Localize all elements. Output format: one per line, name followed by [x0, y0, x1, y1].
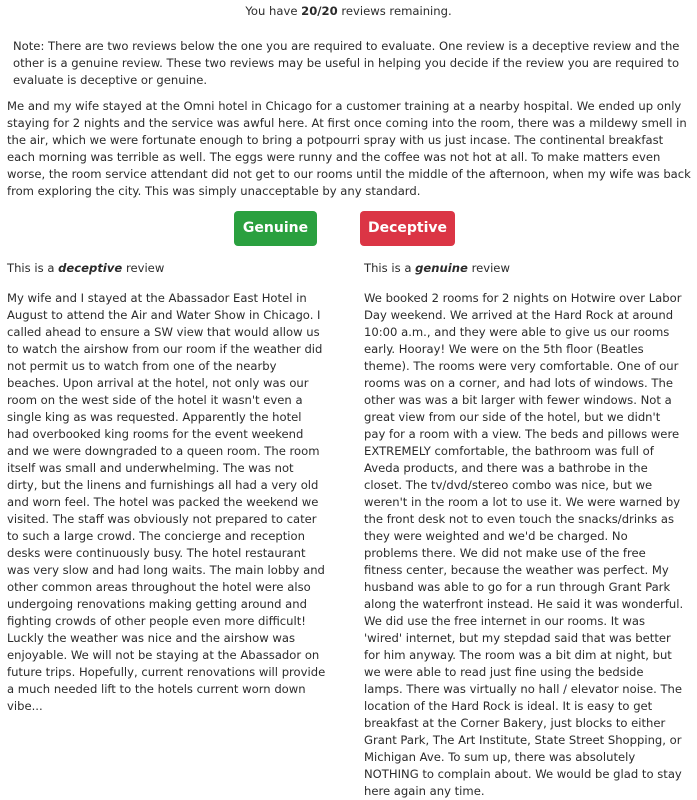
- genuine-example-text: We booked 2 rooms for 2 nights on Hotwire over Labor Day weekend. We arrived at the Hard Rock at around 10:00 a.m., and they were able to give us our rooms early. Hooray! We were on the 5th floor (Beatles theme). The rooms were very comfortable. One of our rooms was on a corner, and had lots of windows. The other was was a bit larger with fewer windows. Not a great view from our side of the hotel, but we didn't pay for a room with a view. The beds and pillows were EXTREMELY comfortable, the bathroom was full of Aveda products, and there was a bathrobe in the closet. The tv/dvd/stereo combo was nice, but we weren't in the room a lot to use it. We were warned by the front desk not to even touch the snacks/drinks as they were weighted and we'd be charged. No problems there. We did not make use of the free fitness center, because the weather was perfect. My husband was able to go for a run through Grant Park along the waterfront instead. He said it was wonderful. We did use the free internet in our rooms. It was 'wired' internet, but my stepdad said that was better for him anyway. The room was a bit dim at night, but we were able to read just fine using the bedside lamps. There was virtually no hall / elevator noise. The location of the Hard Rock is ideal. It is easy to get breakfast at the Corner Bakery, just blocks to either Grant Park, The Art Institute, State Street Shopping, or Michigan Ave. To sum up, there was absolutely NOTHING to complain about. We would be glad to stay here again any time.: [364, 291, 684, 798]
- label-suffix: review: [125, 261, 165, 275]
- status-prefix: You have: [245, 4, 298, 18]
- genuine-example-label: [364, 260, 510, 277]
- label-type: genuine: [415, 261, 468, 275]
- reviews-remaining-status: [0, 3, 697, 20]
- deceptive-example-label: [7, 260, 164, 277]
- status-suffix: reviews remaining.: [341, 4, 452, 18]
- target-review-text: Me and my wife stayed at the Omni hotel in Chicago for a customer training at a nearby hospital. We ended up only staying for 2 nights and the service was awful here. At first once coming into the room, there was a mildewy smell in the air, which we were fortunate enough to bring a potpourri spray with us just incase. The continental breakfast each morning was terrible as well. The eggs were runny and the coffee was not hot at all. To make matters even worse, the room service attendant did not get to our rooms until the middle of the afternoon, when my wife was back from exploring the city. This was simply unacceptable by any standard.: [7, 99, 691, 198]
- reviews-remaining-count: 20/20: [301, 4, 338, 18]
- genuine-button[interactable]: Genuine: [234, 211, 317, 246]
- label-type: deceptive: [58, 261, 123, 275]
- label-prefix: This is a: [364, 261, 412, 275]
- deceptive-button[interactable]: Deceptive: [360, 211, 455, 246]
- instruction-note: Note: There are two reviews below the one you are required to evaluate. One review is a deceptive review and the other is a genuine review. These two reviews may be useful in helping you decide if the review you are required to evaluate is deceptive or genuine.: [13, 39, 680, 87]
- label-prefix: This is a: [7, 261, 55, 275]
- deceptive-example-text: My wife and I stayed at the Abassador East Hotel in August to attend the Air and Water Show in Chicago. I called ahead to ensure a SW view that would allow us to watch the airshow from our room if the weather did not permit us to watch from one of the nearby beaches. Upon arrival at the hotel, not only was our room on the west side of the hotel it wasn't even a single king as was requested. Apparently the hotel had overbooked king rooms for the event weekend and we were downgraded to a queen room. The room itself was small and underwhelming. The was not dirty, but the linens and furnishings all had a very old and worn feel. The hotel was packed the weekend we visited. The staff was obviously not prepared to cater to such a large crowd. The concierge and reception desks were continuously busy. The hotel restaurant was very slow and had long waits. The main lobby and other common areas throughout the hotel were also undergoing renovations making getting around and fighting crowds of other people even more difficult! Luckly the weather was nice and the airshow was enjoyable. We will not be staying at the Abassador on future trips. Hopefully, current renovations will provide a much needed lift to the hotels current worn down vibe...: [7, 291, 326, 713]
- label-suffix: review: [471, 261, 510, 275]
